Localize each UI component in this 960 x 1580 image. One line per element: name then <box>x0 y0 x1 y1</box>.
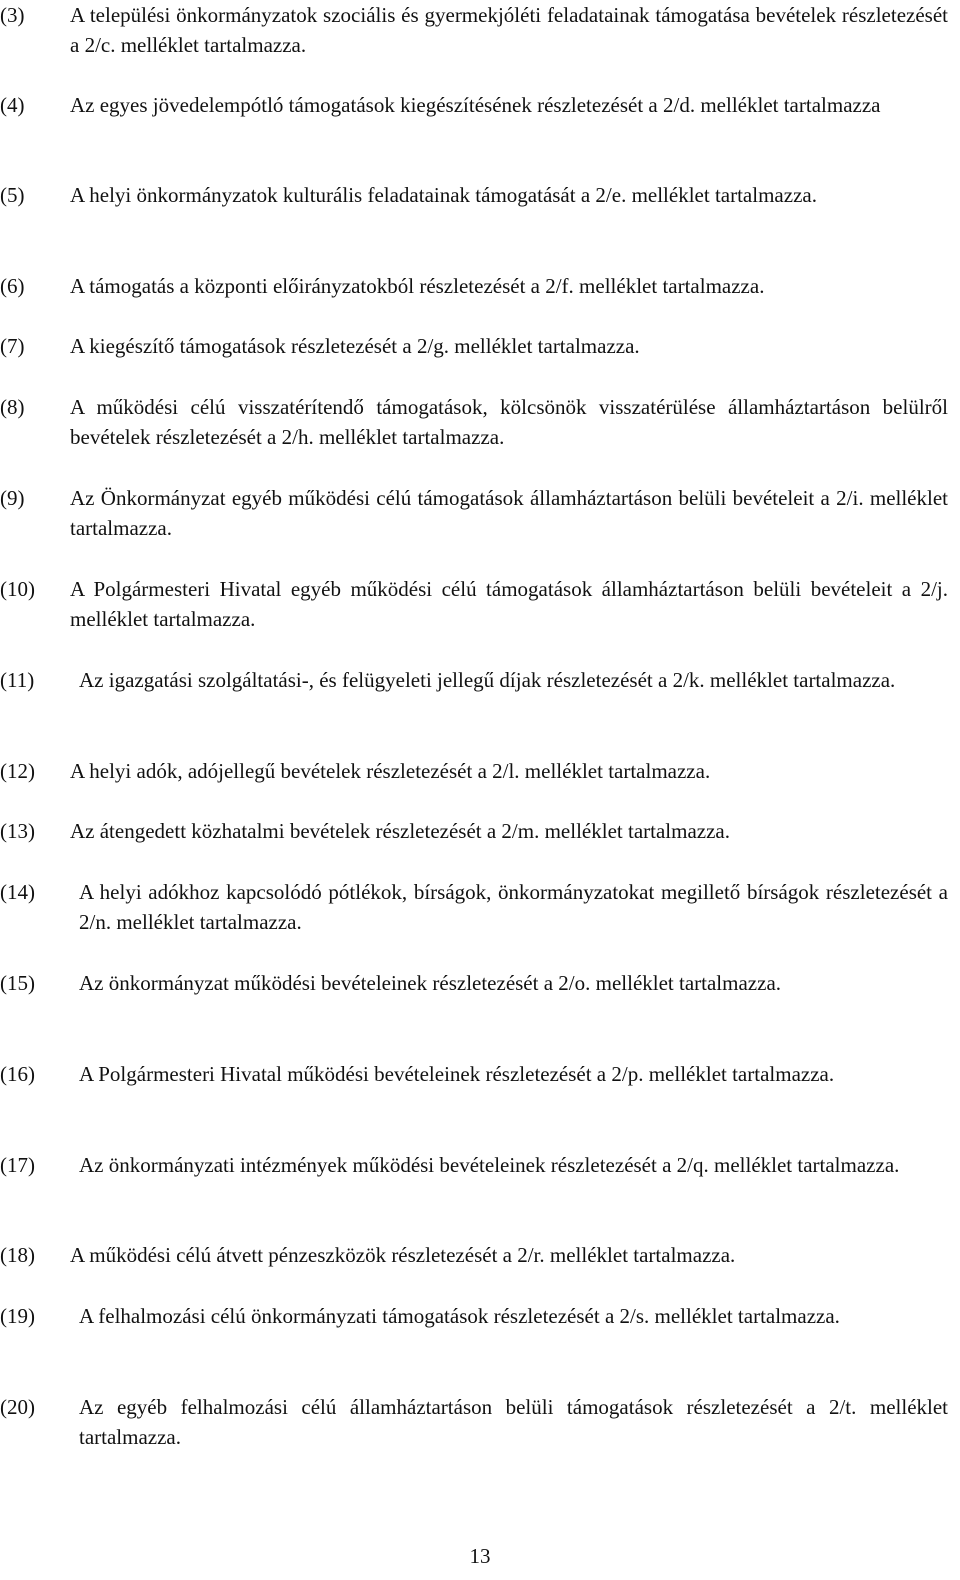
paragraph-number: (14) <box>0 880 35 904</box>
paragraph-number: (17) <box>0 1153 35 1177</box>
paragraph-text: A helyi adók, adójellegű bevételek részletezését a 2/l. melléklet tartalmazza. <box>70 759 711 783</box>
paragraph-text: A helyi önkormányzatok kulturális feladatainak támogatását a 2/e. melléklet tartalmazza. <box>70 183 817 207</box>
paragraph-text: A működési célú visszatérítendő támogatások, kölcsönök visszatérülése államháztartáson belülről bevételek részletezését a 2/h. melléklet tartalmazza. <box>70 395 948 449</box>
paragraph-text: A működési célú átvett pénzeszközök részletezését a 2/r. melléklet tartalmazza. <box>70 1243 736 1267</box>
paragraph-text: Az igazgatási szolgáltatási-, és felügyeleti jellegű díjak részletezését a 2/k. melléklet tartalmazza. <box>79 668 896 692</box>
paragraph-number: (6) <box>0 274 25 298</box>
paragraph-text: Az önkormányzat működési bevételeinek részletezését a 2/o. melléklet tartalmazza. <box>79 971 782 995</box>
paragraph-number: (18) <box>0 1243 35 1267</box>
paragraph-text: A helyi adókhoz kapcsolódó pótlékok, bírságok, önkormányzatokat megillető bírságok részletezését a 2/n. melléklet tartalmazza. <box>79 880 948 934</box>
paragraph-text: A felhalmozási célú önkormányzati támogatások részletezését a 2/s. melléklet tartalmazza. <box>79 1304 840 1328</box>
paragraph-text: Az önkormányzati intézmények működési bevételeinek részletezését a 2/q. melléklet tartalmazza. <box>79 1153 900 1177</box>
paragraph-text: A kiegészítő támogatások részletezését a 2/g. melléklet tartalmazza. <box>70 334 640 358</box>
paragraph-number: (4) <box>0 93 25 117</box>
paragraph-text: Az egyes jövedelempótló támogatások kiegészítésének részletezését a 2/d. melléklet tartalmazza <box>70 93 881 117</box>
paragraph-number: (16) <box>0 1062 35 1086</box>
paragraph-number: (10) <box>0 577 35 601</box>
paragraph-text: A támogatás a központi előirányzatokból részletezését a 2/f. melléklet tartalmazza. <box>70 274 765 298</box>
paragraph-number: (19) <box>0 1304 35 1328</box>
paragraph-text: A települési önkormányzatok szociális és gyermekjóléti feladatainak támogatása bevételek részletezését a 2/c. melléklet tartalmazza. <box>70 3 948 57</box>
paragraph-text: Az Önkormányzat egyéb működési célú támogatások államháztartáson belüli bevételeit a 2/i. melléklet tartalmazza. <box>70 486 948 540</box>
paragraph-number: (3) <box>0 3 25 27</box>
page-number: 13 <box>469 1544 491 1568</box>
paragraph-number: (11) <box>0 668 35 692</box>
paragraph-text: Az átengedett közhatalmi bevételek részletezését a 2/m. melléklet tartalmazza. <box>70 819 730 843</box>
paragraph-text: Az egyéb felhalmozási célú államháztartáson belüli támogatások részletezését a 2/t. melléklet tartalmazza. <box>79 1395 948 1449</box>
paragraph-number: (9) <box>0 486 25 510</box>
paragraph-number: (5) <box>0 183 25 207</box>
paragraph-number: (15) <box>0 971 35 995</box>
paragraph-number: (20) <box>0 1395 35 1419</box>
paragraph-text: A Polgármesteri Hivatal egyéb működési célú támogatások államháztartáson belüli bevételeit a 2/j. melléklet tartalmazza. <box>70 577 948 631</box>
paragraph-number: (12) <box>0 759 35 783</box>
paragraph-number: (13) <box>0 819 35 843</box>
paragraph-number: (8) <box>0 395 25 419</box>
paragraph-number: (7) <box>0 334 25 358</box>
paragraph-text: A Polgármesteri Hivatal működési bevételeinek részletezését a 2/p. melléklet tartalmazza. <box>79 1062 835 1086</box>
